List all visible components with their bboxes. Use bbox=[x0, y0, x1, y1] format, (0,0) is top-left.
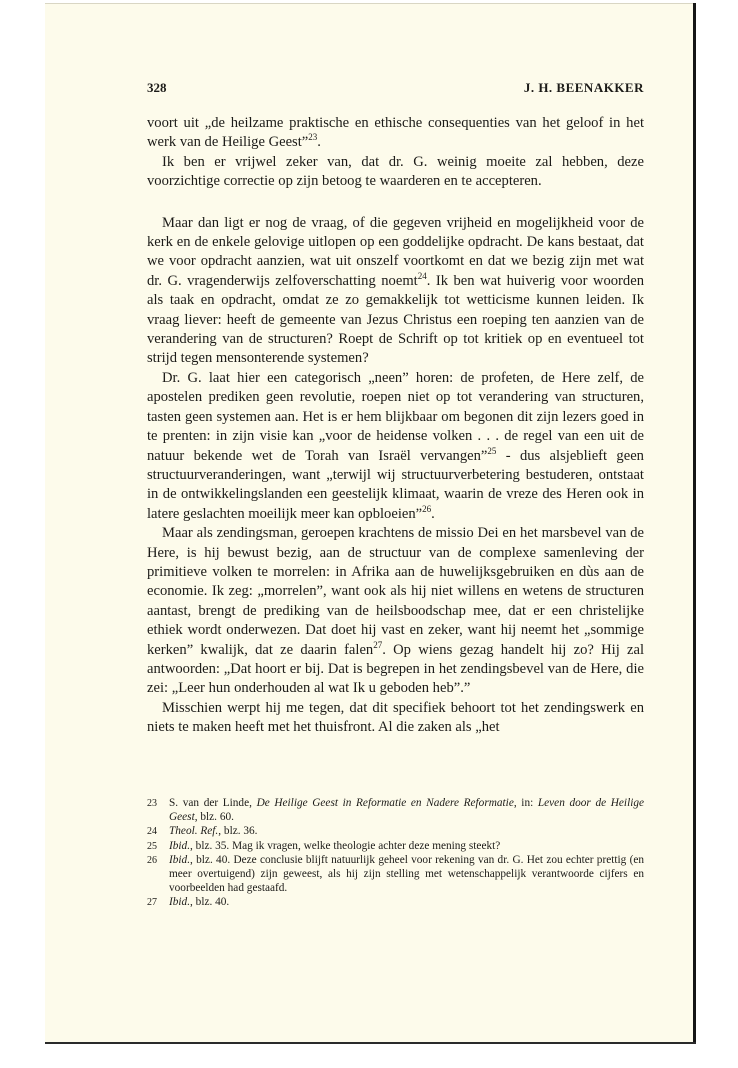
footnote bbox=[147, 840, 644, 854]
footnote bbox=[147, 854, 644, 895]
paragraph-text: Maar dan ligt er nog de vraag, of die gegeven vrijheid en mogelijkheid voor de kerk en de enkele gelovige uitlopen op een goddelijke opdracht. De kans bestaat, dat we voor opdracht aanzien, wat uit onszelf voortkomt en dat we bezig zijn met wat dr. G. vragenderwijs zelfoverschatting noemt bbox=[147, 214, 644, 289]
footnote-title: Theol. Ref. bbox=[169, 825, 219, 838]
paragraph bbox=[147, 524, 644, 699]
footnote-ref: 25 bbox=[487, 445, 497, 456]
paragraph-text: . bbox=[431, 505, 435, 522]
paragraph-text: . Ik ben wat huiverig voor woorden als taak en opdracht, omdat ze zo gemakkelijk tot wetticisme kunnen leiden. Ik vraag liever: heeft de gemeente van Jezus Christus een roeping ten aanzien van de verandering van de structuren? Roept de Schrift op tot kritiek op en eventueel tot strijd tegen mensonterende systemen? bbox=[147, 272, 644, 367]
paragraph bbox=[147, 214, 644, 369]
paragraph-text: Misschien werpt hij me tegen, dat dit specifiek behoort tot het zendingswerk en niets te maken heeft met het thuisfront. Al die zaken als „het bbox=[147, 699, 644, 736]
footnote bbox=[147, 825, 644, 839]
footnote bbox=[147, 896, 644, 910]
footnote-title: Leven door de Heilige Geest bbox=[169, 797, 645, 823]
footnote-text-part: , blz. 35. Mag ik vragen, welke theologie achter deze mening steekt? bbox=[190, 839, 501, 852]
footnote-number: 25 bbox=[147, 840, 157, 852]
footnote-number: 26 bbox=[147, 855, 157, 867]
footnote-text bbox=[169, 840, 644, 854]
footnote-ref: 27 bbox=[373, 639, 383, 650]
footnote-ref: 23 bbox=[308, 132, 318, 143]
footnote-text-part: , blz. 36. bbox=[218, 825, 258, 838]
footnote-text bbox=[169, 896, 644, 910]
paragraph-text: - dus alsjeblieft geen structuurveranderingen, want „terwijl wij structuurverbetering bestuderen, ontstaat in de ontwikkelingslanden een geestelijk klimaat, waarin de vreze des Heren ook in latere geslachten moeilijk meer kan opbloeien” bbox=[147, 447, 644, 522]
footnote-number: 24 bbox=[147, 826, 157, 838]
paragraph bbox=[147, 369, 644, 524]
paragraph bbox=[147, 699, 644, 738]
paragraph bbox=[147, 114, 644, 153]
page-number: 328 bbox=[147, 80, 167, 95]
footnote-ref: 24 bbox=[417, 270, 427, 281]
footnote-text-part: , blz. 60. bbox=[194, 810, 234, 823]
footnote-number: 27 bbox=[147, 897, 157, 909]
running-header bbox=[147, 80, 644, 100]
footnote-text-part: , in: bbox=[513, 797, 538, 809]
footnote-text-part: S. van der Linde, bbox=[169, 797, 257, 809]
running-head-author: J. H. BEENAKKER bbox=[523, 80, 644, 95]
footnote-ref: 26 bbox=[422, 503, 432, 514]
paragraph bbox=[147, 153, 644, 192]
footnote-title: Ibid. bbox=[169, 854, 191, 867]
body-text bbox=[147, 114, 644, 738]
footnote-title: De Heilige Geest in Reformatie en Nadere Reformatie bbox=[256, 797, 514, 809]
paragraph-text: . bbox=[317, 134, 321, 151]
paragraph-text: voort uit „de heilzame praktische en ethische consequenties van het geloof in het werk van de Heilige Geest” bbox=[147, 115, 644, 151]
paragraph-text: Ik ben er vrijwel zeker van, dat dr. G. weinig moeite zal hebben, deze voorzichtige correctie op zijn betoog te waarderen en te accepteren. bbox=[147, 153, 644, 190]
footnote-title: Ibid. bbox=[169, 839, 191, 852]
footnote-title: Ibid. bbox=[169, 896, 191, 909]
footnote-number: 23 bbox=[147, 798, 157, 809]
footnote bbox=[147, 797, 644, 824]
footnote-text-part: , blz. 40. Deze conclusie blijft natuurlijk geheel voor rekening van dr. G. Het zou echter prettig (en meer overtuigend) zijn geweest, als hij zijn stelling met wetenschappelijk verantwoorde cijfers en voorbeelden had gestaafd. bbox=[169, 854, 644, 894]
footnote-text bbox=[169, 854, 644, 895]
footnotes bbox=[147, 797, 644, 911]
footnote-text bbox=[169, 797, 644, 824]
page-edge-bottom bbox=[45, 1042, 696, 1044]
paragraph-text: Maar als zendingsman, geroepen krachtens de missio Dei en het marsbevel van de Here, is hij bewust bezig, aan de structuur van de complexe samenleving der primitieve volken te morrelen: in Afrika aan de huwelijksgebruiken en dùs aan de economie. Ik zeg: „morrelen”, want ook als hij niet willens en wetens de structuren aantast, brengt de prediking van de heilsboodschap mee, dat er een christelijke ethiek wordt onderwezen. Dat doet hij vast en zeker, want hij neemt het „sommige kerken” kwalijk, dat ze daarin falen bbox=[147, 525, 644, 658]
footnote-text bbox=[169, 825, 644, 839]
footnote-text-part: , blz. 40. bbox=[190, 896, 230, 909]
page-edge-right bbox=[693, 3, 696, 1043]
paragraph-text: Dr. G. laat hier een categorisch „neen” horen: de profeten, de Here zelf, de apostelen prediken geen revolutie, roepen niet op tot verandering van structuren, tasten geen systemen aan. Het is er hem blijkbaar om begonen dit zijn lezers goed in te prenten: in zijn visie kan „voor de heidense volken . . . de regel van een uit de natuur bekende wet de Torah van Israël vervangen” bbox=[147, 369, 644, 464]
paragraph-text: . Op wiens gezag handelt hij zo? Hij zal antwoorden: „Dat hoort er bij. Dat is begrepen in het zendingsbevel van de Here, die zei: „Leer hun onderhouden al wat Ik u geboden heb”.” bbox=[147, 641, 644, 697]
